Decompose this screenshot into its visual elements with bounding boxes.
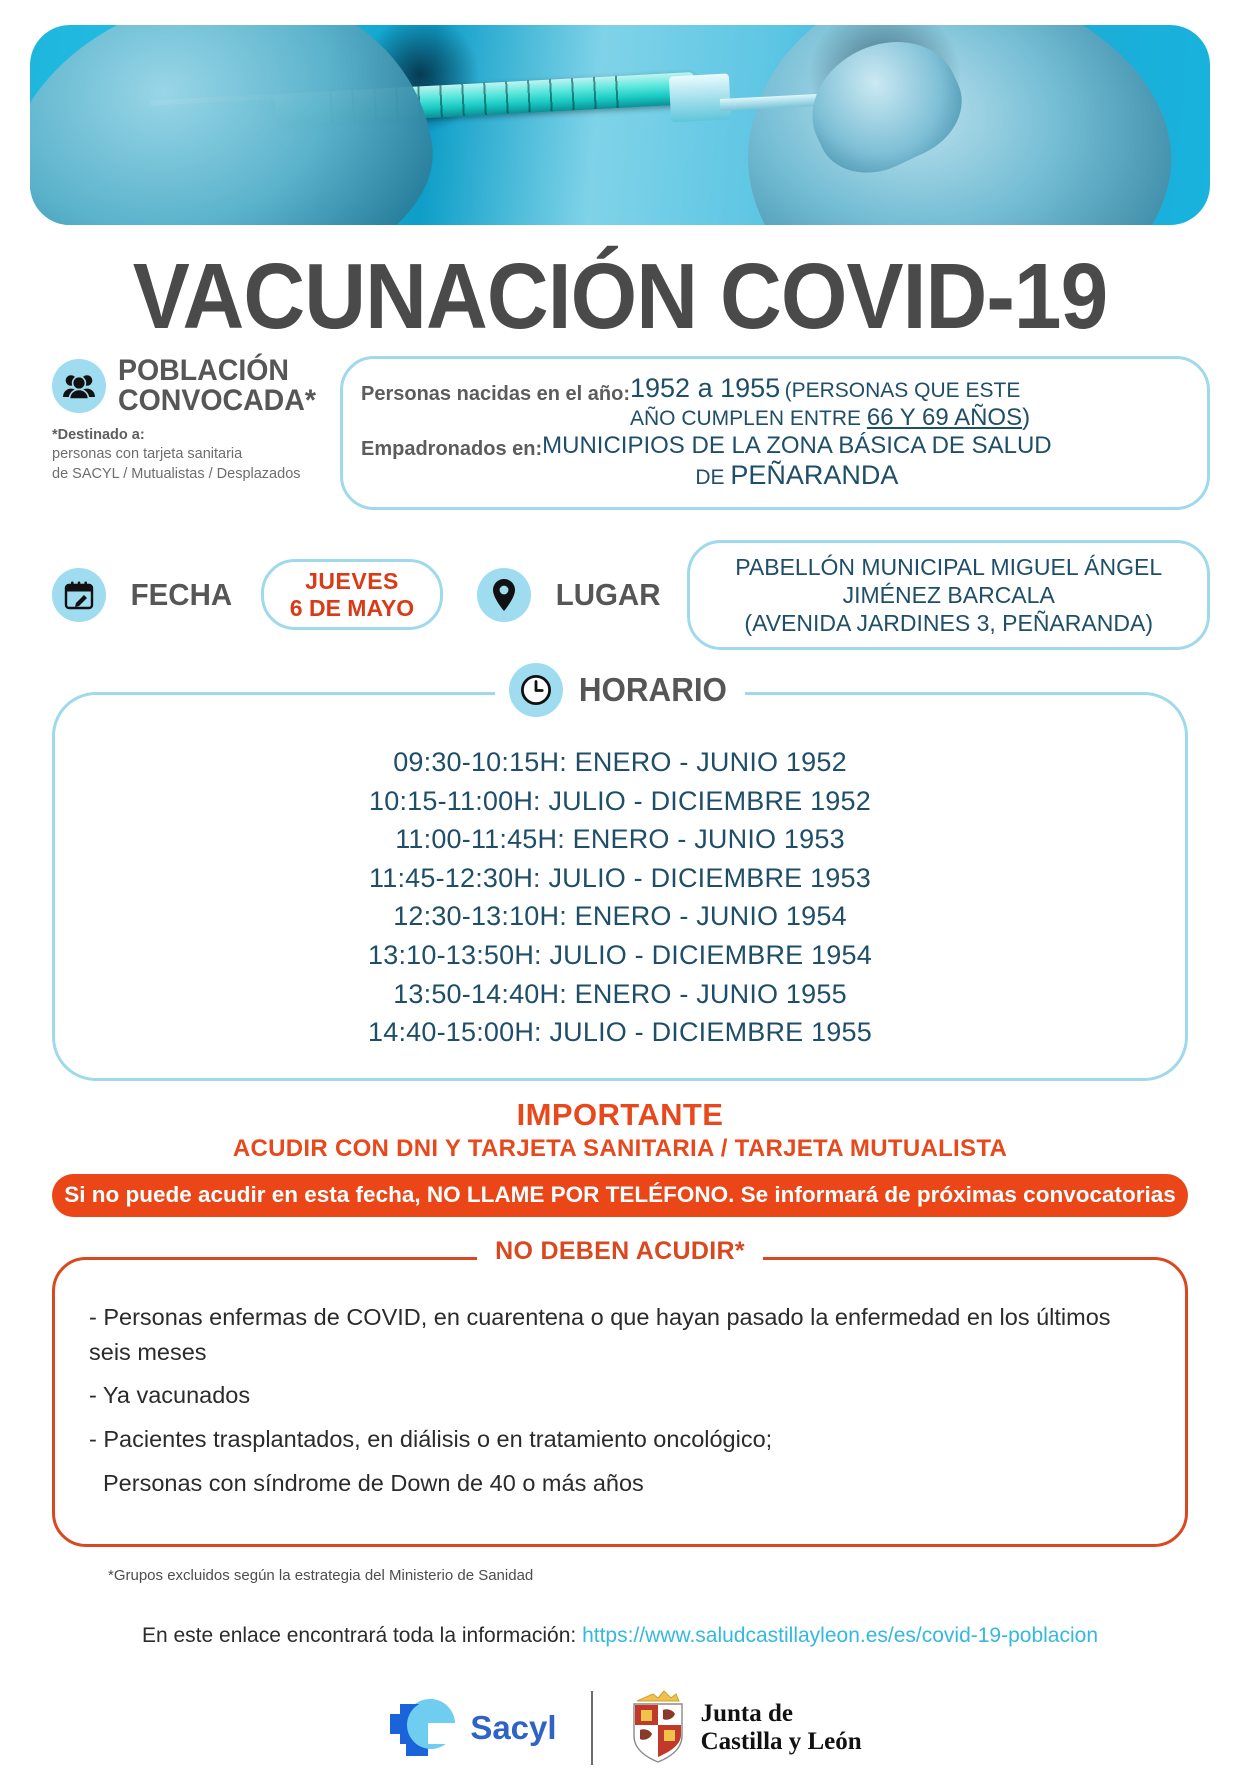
fecha-day-date: 6 DE MAYO (289, 594, 415, 621)
poblacion-municipio-label: Empadronados en: (361, 437, 543, 460)
poblacion-heading-group (52, 353, 330, 417)
lugar-heading: LUGAR (555, 576, 661, 612)
poblacion-footnote-line3: de SACYL / Mutualistas / Desplazados (52, 465, 301, 482)
horario-slot: 10:15-11:00H: JULIO - DICIEMBRE 1952 (369, 785, 871, 816)
clock-icon (509, 663, 563, 717)
no-deben-acudir-box (52, 1257, 1188, 1547)
poster-root (0, 25, 1240, 1780)
importante-banner: Si no puede acudir en esta fecha, NO LLAME POR TELÉFONO. Se informará de próximas convocatorias (52, 1174, 1188, 1217)
poblacion-municipio-prefix: DE (695, 465, 731, 489)
people-icon (52, 359, 106, 413)
importante-title: IMPORTANTE (516, 1096, 724, 1132)
poblacion-municipio-name: PEÑARANDA (730, 459, 899, 490)
no-deben-acudir-footnote: *Grupos excluidos según la estrategia del Ministerio de Sanidad (108, 1566, 534, 1584)
poblacion-municipio-row (361, 432, 1189, 491)
horario-slot: 09:30-10:15H: ENERO - JUNIO 1952 (393, 747, 847, 777)
horario-slot: 14:40-15:00H: JULIO - DICIEMBRE 1955 (368, 1017, 872, 1048)
map-pin-icon (477, 568, 531, 622)
importante-section (30, 1097, 1210, 1163)
page-title: VACUNACIÓN COVID-19 (132, 244, 1108, 348)
poblacion-years-paren1: (PERSONAS QUE ESTE (784, 378, 1021, 402)
poblacion-years: 1952 a 1955 (630, 372, 781, 403)
horario-slot: 12:30-13:10H: ENERO - JUNIO 1954 (393, 901, 847, 932)
junta-line2: Castilla y León (700, 1727, 862, 1755)
glove-left-shape (30, 25, 449, 225)
poblacion-years-paren2c: ) (1022, 403, 1031, 431)
poblacion-heading-text (118, 353, 316, 417)
info-link-row (30, 1624, 1210, 1648)
junta-logo-text (701, 1700, 862, 1756)
poblacion-years-paren2a: AÑO CUMPLEN ENTRE (630, 406, 867, 430)
horario-heading-text: HORARIO (578, 671, 728, 708)
no-deben-acudir-heading: NO DEBEN ACUDIR* (477, 1237, 763, 1265)
poblacion-footnote-line2: personas con tarjeta sanitaria (52, 446, 243, 463)
horario-slot: 13:50-14:40H: ENERO - JUNIO 1955 (393, 978, 847, 1009)
info-link-url[interactable]: https://www.saludcastillayleon.es/es/covid-19-poblacion (582, 1623, 1099, 1647)
sacyl-logo (378, 1692, 556, 1764)
no-deben-acudir-item: - Pacientes trasplantados, en diálisis o en tratamiento oncológico; (89, 1426, 773, 1453)
horario-slot: 11:00-11:45H: ENERO - JUNIO 1953 (395, 824, 845, 855)
info-link-label: En este enlace encontrará toda la información: (141, 1623, 583, 1647)
horario-slot: 11:45-12:30H: JULIO - DICIEMBRE 1953 (369, 862, 871, 893)
poblacion-municipio-value (542, 432, 1051, 491)
no-deben-acudir-item-sub: Personas con síndrome de Down de 40 o más años (103, 1469, 644, 1496)
no-deben-acudir-item: - Personas enfermas de COVID, en cuarentena o que hayan pasado la enfermedad en los últimos seis meses (89, 1303, 1111, 1365)
poblacion-convocada-section (30, 353, 1210, 510)
fecha-heading: FECHA (130, 576, 233, 612)
poblacion-footnote (52, 426, 330, 485)
lugar-value-box (687, 540, 1210, 650)
lugar-line2: JIMÉNEZ BARCALA (842, 581, 1055, 608)
poblacion-left-column (30, 353, 330, 485)
sacyl-logo-text: Sacyl (470, 1708, 557, 1746)
fecha-lugar-section (30, 540, 1210, 650)
calendar-icon (52, 568, 106, 622)
no-deben-acudir-heading-group (52, 1237, 1188, 1266)
logo-divider (591, 1691, 593, 1765)
poblacion-birthyear-row (361, 373, 1189, 432)
poblacion-municipio-line1: MUNICIPIOS DE LA ZONA BÁSICA DE SALUD (542, 431, 1052, 459)
horario-slot: 13:10-13:50H: JULIO - DICIEMBRE 1954 (368, 940, 872, 971)
glove-right-shape (719, 25, 1201, 225)
sacyl-mark-icon (378, 1692, 464, 1764)
poblacion-heading-line2: CONVOCADA* (118, 383, 316, 417)
fecha-value-pill (261, 559, 443, 630)
no-deben-acudir-section (52, 1236, 1188, 1547)
hero-image-syringe (30, 25, 1210, 225)
horario-section (30, 671, 1210, 1081)
poblacion-footnote-line1: *Destinado a: (52, 426, 145, 443)
horario-heading-group (30, 663, 1210, 717)
footer-logos (30, 1688, 1210, 1768)
junta-logo (627, 1688, 862, 1768)
lugar-line1: PABELLÓN MUNICIPAL MIGUEL ÁNGEL (735, 553, 1163, 580)
poblacion-details-box (340, 356, 1210, 510)
no-deben-acudir-item: - Ya vacunados (89, 1382, 251, 1409)
junta-line1: Junta de (700, 1699, 793, 1727)
poblacion-birthyear-label: Personas nacidas en el año: (361, 382, 630, 405)
poblacion-age-range: 66 Y 69 AÑOS (866, 403, 1023, 431)
lugar-line3: (AVENIDA JARDINES 3, PEÑARANDA) (744, 609, 1153, 636)
fecha-day-name: JUEVES (305, 568, 399, 595)
importante-subtitle: ACUDIR CON DNI Y TARJETA SANITARIA / TARJETA MUTUALISTA (232, 1134, 1008, 1162)
poblacion-heading-line1: POBLACIÓN (118, 353, 289, 387)
castilla-leon-coat-of-arms-icon (627, 1688, 689, 1768)
poblacion-birthyear-value (630, 373, 1030, 432)
horario-slots-box (52, 692, 1188, 1081)
